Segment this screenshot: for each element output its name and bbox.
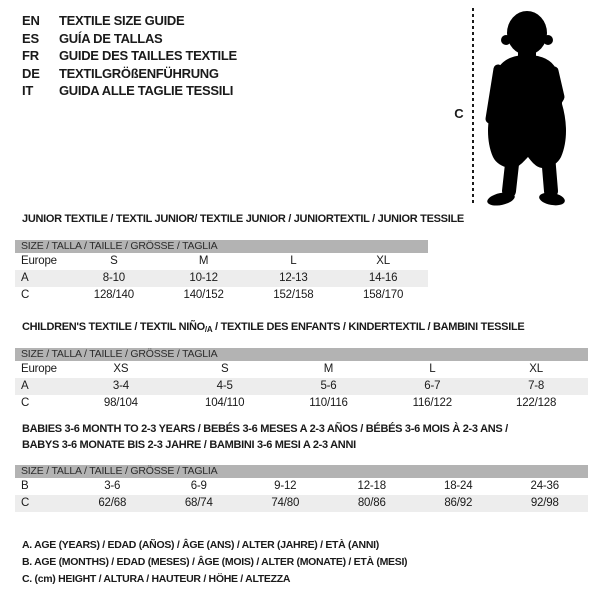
size-value: 24-36	[530, 480, 559, 492]
size-value: 128/140	[93, 289, 134, 301]
size-value: L	[429, 363, 436, 375]
height-label: C	[454, 106, 464, 121]
language-code: IT	[22, 83, 34, 98]
language-name: GUÍA DE TALLAS	[59, 30, 163, 46]
language-row	[22, 12, 237, 30]
row-label: A	[21, 380, 29, 392]
size-value: 3-4	[112, 380, 129, 392]
language-row	[22, 65, 237, 83]
size-value: 12-18	[357, 480, 386, 492]
language-row	[22, 30, 237, 48]
size-value: 80/86	[357, 497, 386, 509]
babies-table-title-line2: BABYS 3-6 MONATE BIS 2-3 JAHRE / BAMBINI 3-6 MESI A 2-3 ANNI	[22, 439, 356, 451]
size-header-bar: SIZE / TALLA / TAILLE / GRÖSSE / TAGLIA	[15, 240, 428, 253]
size-value: XS	[113, 363, 129, 375]
table-row	[15, 270, 428, 287]
language-name: TEXTILGRÖßENFÜHRUNG	[59, 65, 219, 81]
table-row	[15, 287, 428, 304]
size-value: 6-9	[190, 480, 207, 492]
legend-note: B. AGE (MONTHS) / EDAD (MESES) / ÂGE (MOIS) / ALTER (MONATE) / ETÀ (MESI)	[22, 556, 408, 568]
language-row	[22, 82, 237, 100]
babies-size-table	[15, 465, 588, 512]
row-label: C	[21, 289, 30, 301]
size-value: 116/122	[412, 397, 452, 409]
size-value: 152/158	[273, 289, 314, 301]
size-value: 74/80	[271, 497, 300, 509]
language-list	[22, 12, 237, 100]
language-name: TEXTILE SIZE GUIDE	[59, 13, 185, 28]
language-row	[22, 47, 237, 65]
table-row	[15, 478, 588, 495]
row-label: A	[21, 272, 29, 284]
size-value: 5-6	[320, 380, 337, 392]
table-row	[15, 361, 588, 378]
size-value: XL	[376, 255, 390, 267]
size-value: 110/116	[309, 397, 348, 409]
baby-silhouette	[481, 9, 573, 207]
children-size-table	[15, 348, 588, 412]
size-value: S	[220, 363, 229, 375]
junior-table-title: JUNIOR TEXTILE / TEXTIL JUNIOR/ TEXTILE JUNIOR / JUNIORTEXTIL / JUNIOR TESSILE	[22, 213, 464, 225]
size-value: M	[198, 255, 209, 267]
size-value: 140/152	[183, 289, 224, 301]
size-value: 122/128	[516, 397, 557, 409]
row-label: Europe	[21, 363, 57, 375]
height-measure-line	[472, 8, 474, 206]
size-value: 158/170	[363, 289, 404, 301]
size-value: 4-5	[216, 380, 233, 392]
children-title-subscript: /A	[204, 325, 213, 334]
size-value: 9-12	[274, 480, 297, 492]
size-value: 18-24	[444, 480, 473, 492]
row-label: C	[21, 397, 30, 409]
size-value: 104/110	[205, 397, 245, 409]
size-value: 7-8	[528, 380, 545, 392]
size-value: L	[290, 255, 297, 267]
size-value: 12-13	[279, 272, 308, 284]
size-header-bar: SIZE / TALLA / TAILLE / GRÖSSE / TAGLIA	[15, 348, 588, 361]
table-row	[15, 395, 588, 412]
size-value: 8-10	[102, 272, 125, 284]
language-name: GUIDA ALLE TAGLIE TESSILI	[59, 83, 234, 98]
size-value: 10-12	[189, 272, 218, 284]
size-value: 14-16	[368, 272, 398, 284]
size-value: 86/92	[444, 497, 473, 509]
size-value: 62/68	[98, 497, 127, 509]
size-value: 92/98	[530, 497, 559, 509]
children-title-prefix: CHILDREN'S TEXTILE / TEXTIL NIÑO	[22, 321, 205, 333]
table-row	[15, 495, 588, 512]
row-label: B	[21, 480, 29, 492]
size-header-bar: SIZE / TALLA / TAILLE / GRÖSSE / TAGLIA	[15, 465, 588, 478]
language-code: DE	[22, 65, 40, 81]
language-code: ES	[22, 30, 39, 46]
size-value: 3-6	[104, 480, 121, 492]
table-row	[15, 378, 588, 395]
junior-size-table	[15, 240, 428, 304]
language-code: FR	[22, 48, 39, 63]
language-code: EN	[22, 13, 40, 28]
children-title-suffix: / TEXTILE DES ENFANTS / KINDERTEXTIL / BAMBINI TESSILE	[212, 321, 525, 333]
row-label: Europe	[21, 255, 57, 267]
babies-table-title-line1: BABIES 3-6 MONTH TO 2-3 YEARS / BEBÉS 3-6 MESES A 2-3 AÑOS / BÉBÉS 3-6 MOIS À 2-3 ANS /	[22, 423, 508, 435]
legend-note: A. AGE (YEARS) / EDAD (AÑOS) / ÂGE (ANS) / ALTER (JAHRE) / ETÀ (ANNI)	[22, 539, 379, 551]
legend-notes	[22, 537, 407, 588]
size-value: S	[110, 255, 118, 267]
row-label: C	[21, 497, 30, 509]
size-value: XL	[529, 363, 543, 375]
language-name: GUIDE DES TAILLES TEXTILE	[59, 48, 237, 63]
size-value: 98/104	[103, 397, 138, 409]
children-table-title	[22, 320, 524, 337]
size-value: 68/74	[184, 497, 213, 509]
table-row	[15, 253, 428, 270]
size-value: 6-7	[424, 380, 441, 392]
legend-note: C. (cm) HEIGHT / ALTURA / HAUTEUR / HÖHE / ALTEZZA	[22, 573, 291, 585]
size-value: M	[323, 363, 334, 375]
